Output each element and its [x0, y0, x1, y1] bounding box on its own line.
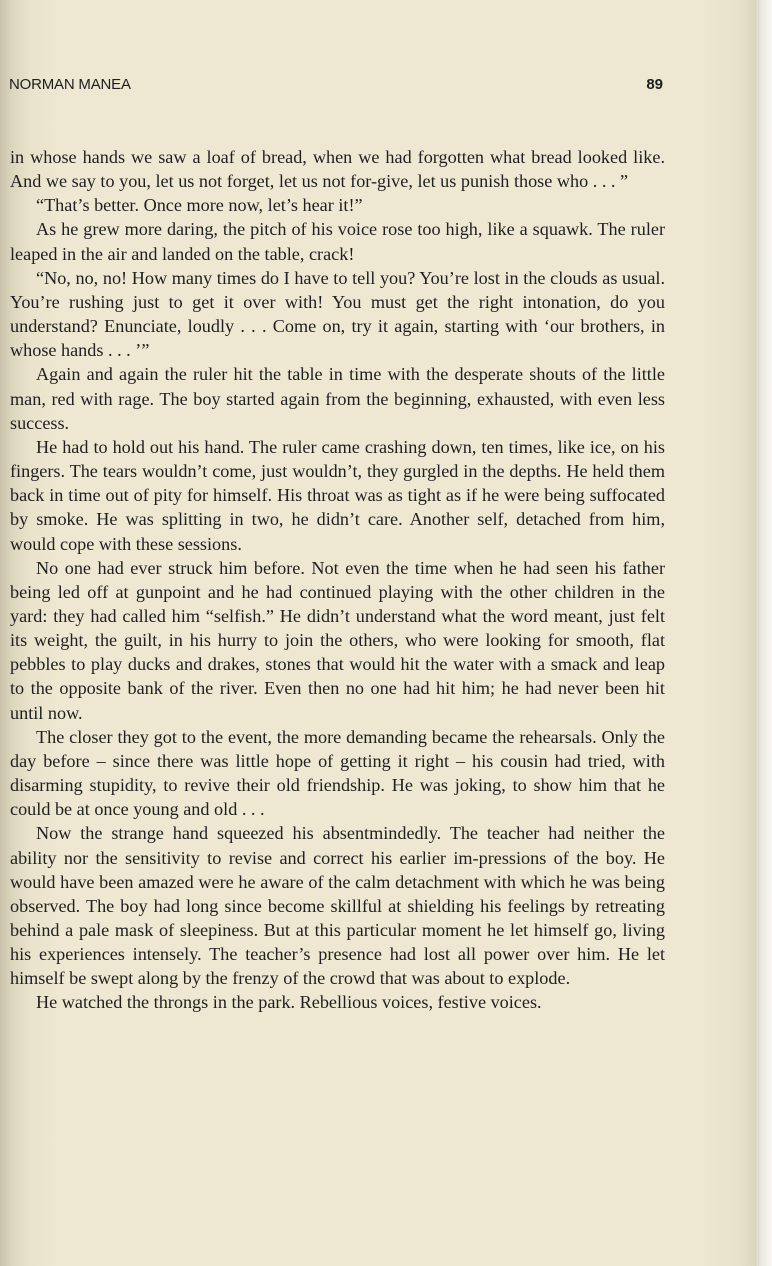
page-number: 89 [646, 76, 663, 93]
body-text [10, 145, 665, 1015]
paragraph: Now the strange hand squeezed his absentmindedly. The teacher had neither the ability nor the sensitivity to revise and correct his earlier im-pressions of the boy. He would have been amazed were he aware of the calm detachment with which he was being observed. The boy had long since become skillful at shielding his feelings by retreating behind a pale mask of sleepiness. But at this particular moment he let himself go, living his experiences intensely. The teacher’s presence had lost all power over him. He let himself be swept along by the frenzy of the crowd that was about to explode. [10, 823, 665, 989]
page-edge-shadow [758, 0, 772, 1266]
paragraph: As he grew more daring, the pitch of his voice rose too high, like a squawk. The ruler leaped in the air and landed on the table, crack! [10, 219, 665, 264]
paragraph: He had to hold out his hand. The ruler came crashing down, ten times, like ice, on his fingers. The tears wouldn’t come, just wouldn’t, they gurgled in the depths. He held them back in time out of pity for himself. His throat was as tight as if he were being suffocated by smoke. He was splitting in two, he didn’t care. Another self, detached from him, would cope with these sessions. [10, 436, 665, 554]
page-header [9, 76, 663, 96]
paragraph: in whose hands we saw a loaf of bread, when we had forgotten what bread looked like. And we say to you, let us not forget, let us not for-give, let us punish those who . . . ” [10, 147, 665, 192]
running-head: NORMAN MANEA [9, 76, 131, 93]
paragraph: He watched the throngs in the park. Rebellious voices, festive voices. [36, 992, 542, 1013]
paragraph: “That’s better. Once more now, let’s hear it!” [36, 195, 363, 216]
paragraph: The closer they got to the event, the more demanding became the rehearsals. Only the day before – since there was little hope of getting it right – his cousin had tried, with disarming stupidity, to revive their old friendship. He was joking, to show him that he could be at once young and old . . . [10, 726, 665, 820]
paragraph: Again and again the ruler hit the table in time with the desperate shouts of the little man, red with rage. The boy started again from the beginning, exhausted, with even less success. [10, 364, 665, 433]
paragraph: “No, no, no! How many times do I have to tell you? You’re lost in the clouds as usual. You’re rushing just to get it over with! You must get the right intonation, do you understand? Enunciate, loudly . . . Come on, try it again, starting with ‘our brothers, in whose hands . . . ’” [10, 267, 665, 361]
paragraph: No one had ever struck him before. Not even the time when he had seen his father being led off at gunpoint and he had continued playing with the other children in the yard: they had called him “selfish.” He didn’t understand what the word meant, just felt its weight, the guilt, in his hurry to join the others, who were looking for smooth, flat pebbles to play ducks and drakes, stones that would hit the water with a smack and leap to the opposite bank of the river. Even then no one had hit him; he had never been hit until now. [10, 557, 665, 723]
